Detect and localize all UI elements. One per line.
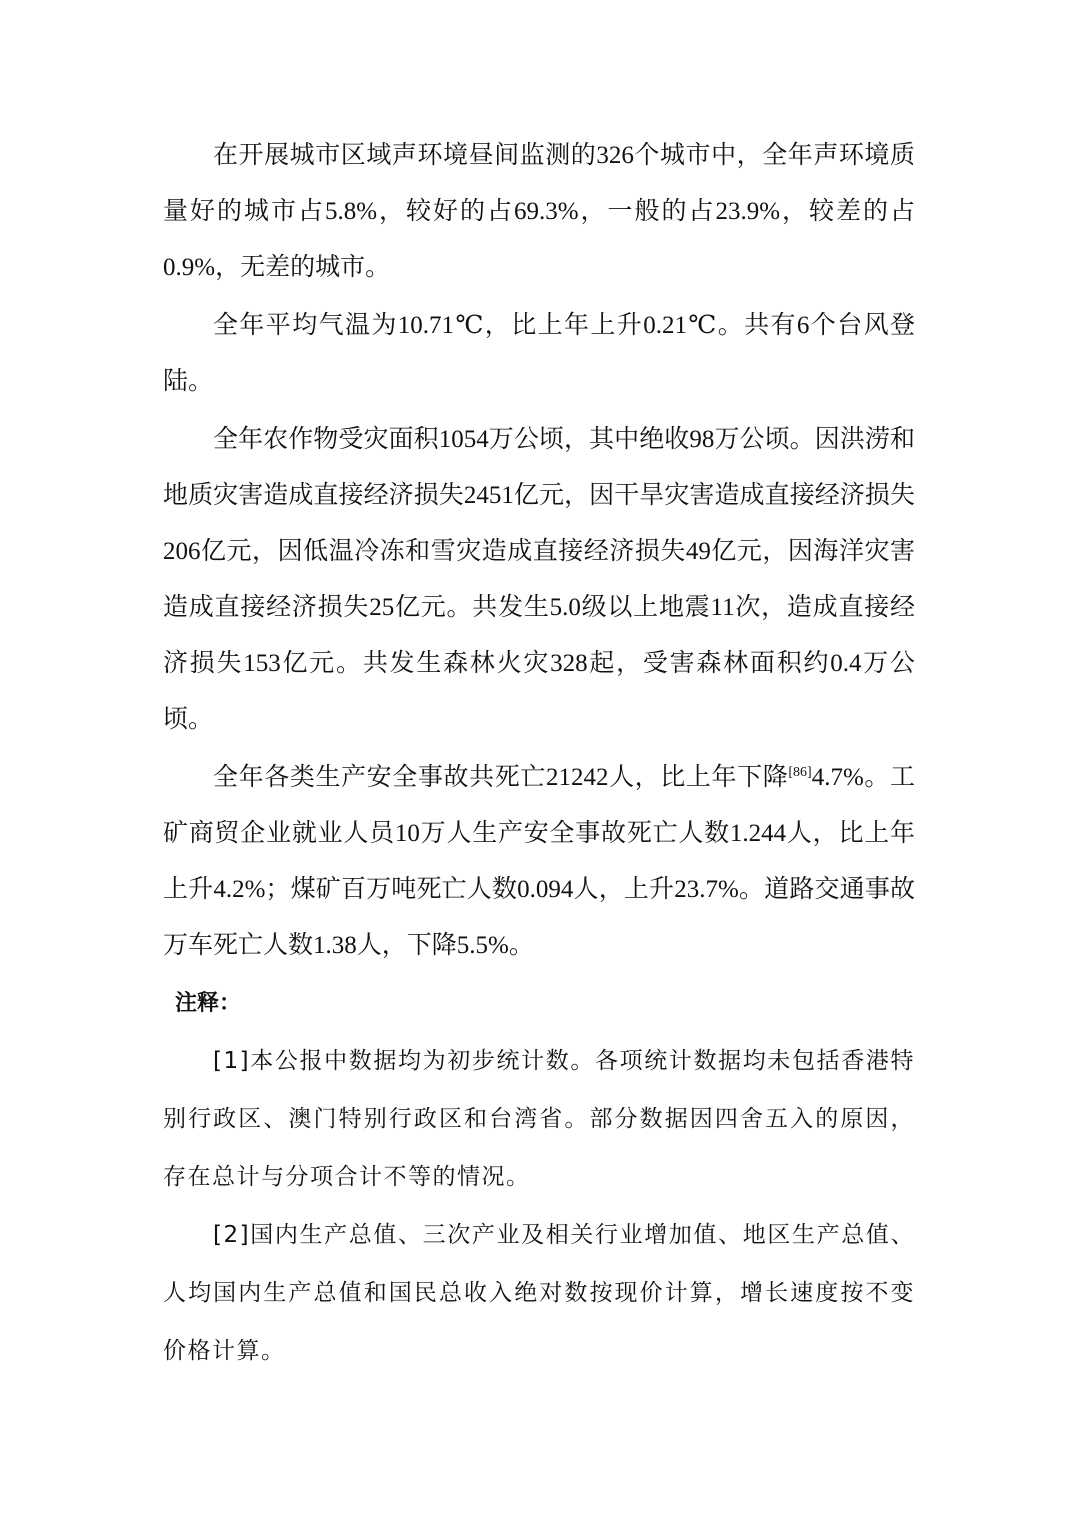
footnote-reference[interactable]: [86] [788, 765, 812, 780]
document-page [163, 128, 915, 1380]
work-safety-text-end: 4.7%。工矿商贸企业就业人员10万人生产安全事故死亡人数1.244人，比上年上升4.2%；煤矿百万吨死亡人数0.094人，上升23.7%。道路交通事故万车死亡人数1.38人，下降5.5%。 [163, 764, 915, 959]
paragraph-temperature: 全年平均气温为10.71℃，比上年上升0.21℃。共有6个台风登陆。 [163, 312, 915, 395]
paragraph-disasters: 全年农作物受灾面积1054万公顷，其中绝收98万公顷。因洪涝和地质灾害造成直接经济损失2451亿元，因干旱灾害造成直接经济损失206亿元，因低温冷冻和雪灾造成直接经济损失49亿元，因海洋灾害造成直接经济损失25亿元。共发生5.0级以上地震11次，造成直接经济损失153亿元。共发生森林火灾328起，受害森林面积约0.4万公顷。 [163, 426, 915, 733]
note-item-1: [1]本公报中数据均为初步统计数。各项统计数据均未包括香港特别行政区、澳门特别行政区和台湾省。部分数据因四舍五入的原因，存在总计与分项合计不等的情况。 [163, 1048, 915, 1190]
paragraph-noise-monitoring: 在开展城市区域声环境昼间监测的326个城市中，全年声环境质量好的城市占5.8%，较好的占69.3%，一般的占23.9%，较差的占0.9%，无差的城市。 [163, 142, 915, 281]
note-item-2: [2]国内生产总值、三次产业及相关行业增加值、地区生产总值、人均国内生产总值和国民总收入绝对数按现价计算，增长速度按不变价格计算。 [163, 1222, 915, 1364]
work-safety-text-start: 全年各类生产安全事故共死亡21242人，比上年下降 [213, 764, 789, 791]
paragraph-work-safety [163, 750, 915, 974]
notes-heading: 注释： [175, 991, 242, 1016]
